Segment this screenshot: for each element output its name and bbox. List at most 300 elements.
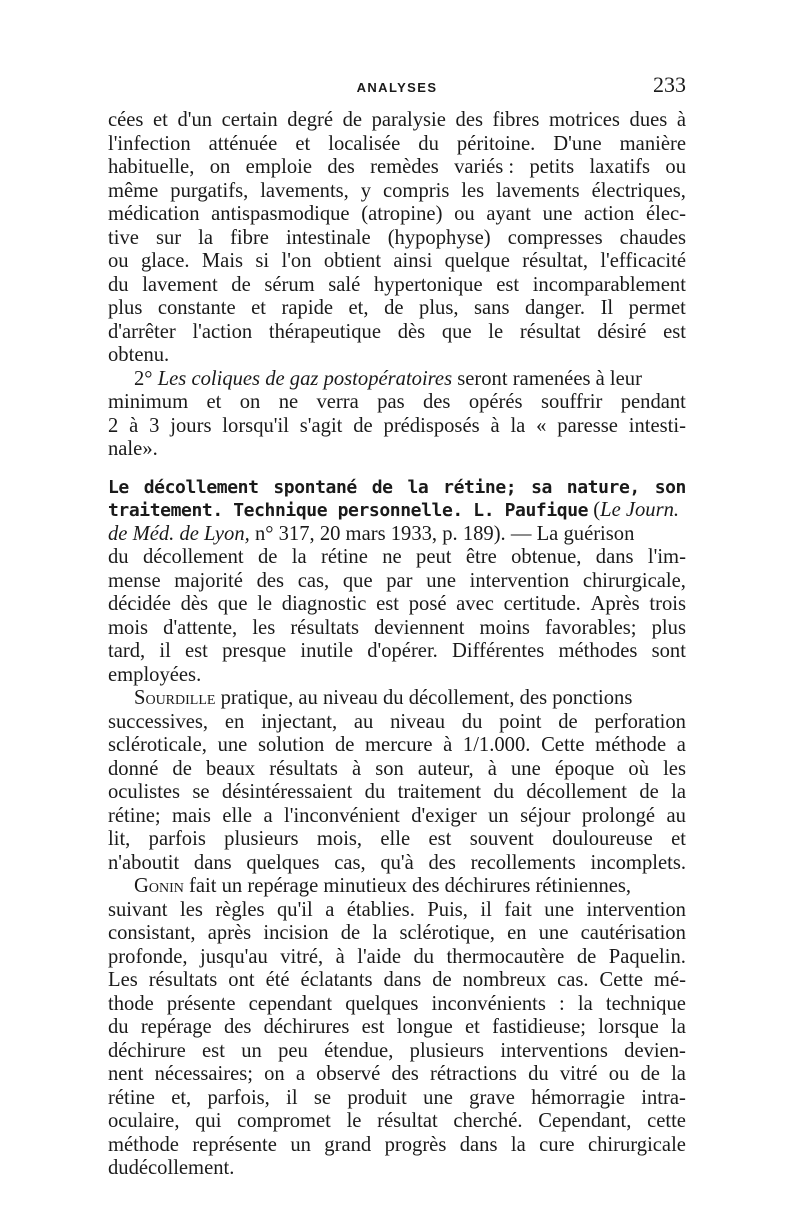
text-line	[108, 1016, 686, 1040]
word: constante	[157, 297, 236, 319]
word: interventions	[500, 1039, 608, 1062]
word: en	[507, 922, 527, 944]
word: que	[217, 593, 248, 615]
word: une	[544, 898, 574, 921]
word: chirurgicale	[587, 1133, 686, 1156]
word: méthode	[595, 734, 667, 756]
word: quelques	[246, 851, 320, 874]
text-line	[108, 1087, 686, 1111]
word: on	[264, 1063, 285, 1085]
text-line	[108, 922, 686, 946]
word: oculaire,	[108, 1110, 180, 1132]
word: des	[455, 109, 483, 131]
word: plusieurs	[409, 1039, 485, 1062]
word: Les	[108, 969, 138, 991]
word: suivant	[108, 898, 168, 921]
word: (hypophyse)	[387, 226, 491, 249]
word: Cette	[599, 969, 643, 991]
word: observé	[316, 1063, 381, 1085]
text-line	[108, 758, 686, 782]
word: obtient	[323, 250, 382, 272]
word: fibres	[492, 109, 540, 131]
word: 2	[108, 414, 119, 437]
word: technique	[605, 992, 686, 1015]
word: après	[207, 922, 252, 944]
word: dans	[383, 969, 422, 991]
word: injectant,	[261, 710, 338, 733]
word: atténuée	[208, 132, 278, 155]
citation-italic: Les coliques de gaz postopératoires	[157, 367, 453, 390]
word: intra-	[641, 1086, 686, 1109]
word: chaudes	[619, 226, 686, 249]
word: lavements	[496, 179, 580, 202]
word: opérés	[468, 391, 523, 413]
text-line	[108, 391, 686, 415]
word: mense	[108, 569, 161, 592]
word: avec	[456, 593, 494, 615]
text-line	[108, 570, 686, 594]
word: vitré,	[280, 945, 324, 968]
word: décollement.	[128, 1157, 235, 1179]
word: rétine	[320, 546, 368, 568]
word: sur	[155, 226, 182, 249]
word: dès	[397, 320, 426, 343]
text-line	[108, 546, 686, 570]
word: diagnostic	[281, 593, 367, 615]
word: se	[192, 781, 210, 803]
word: action	[584, 203, 635, 225]
word: méthodes	[558, 640, 638, 662]
word: de	[342, 109, 363, 131]
word: un	[290, 1133, 311, 1156]
word: ainsi	[393, 250, 433, 272]
text-line	[108, 1040, 686, 1064]
word: élec-	[645, 203, 686, 225]
word: nature,	[566, 476, 640, 498]
word: dans	[595, 546, 634, 568]
word: presque	[222, 640, 287, 662]
word: de	[172, 757, 192, 780]
word: vitré	[559, 1063, 598, 1085]
word: le	[346, 1110, 362, 1132]
word: incomplets.	[590, 851, 686, 874]
text-line	[108, 297, 686, 321]
word: décollement	[143, 476, 259, 498]
running-header	[108, 72, 686, 102]
word: à	[487, 757, 497, 780]
word: les	[663, 757, 686, 780]
word: consistant,	[108, 922, 196, 944]
word: trois	[649, 593, 686, 615]
word: et	[153, 109, 168, 131]
word: mercure	[365, 734, 433, 756]
text-segment: 2°	[134, 367, 158, 390]
text-line	[108, 1134, 686, 1158]
word: dues	[629, 109, 668, 131]
word: du	[528, 1063, 549, 1085]
text-line	[108, 476, 686, 500]
word: et,	[348, 297, 369, 319]
word: antispasmodique	[211, 203, 350, 225]
text-line	[108, 344, 686, 368]
text-line	[108, 617, 686, 641]
word: à	[335, 945, 345, 968]
word: sont	[651, 640, 686, 662]
word: la	[671, 1063, 686, 1085]
word: décollement	[142, 546, 244, 568]
word: successives,	[108, 710, 209, 733]
word: sclérotique,	[399, 922, 495, 944]
word: :	[559, 992, 565, 1015]
text-segment: (	[588, 499, 601, 521]
word: lorsqu'il	[222, 414, 289, 437]
word: degré	[287, 109, 333, 131]
word: ont	[228, 969, 255, 991]
word: cure	[539, 1133, 575, 1156]
word: localisée	[328, 132, 401, 155]
word: électriques,	[591, 179, 686, 202]
word: douloureuse	[552, 828, 653, 850]
word: beaux	[205, 757, 256, 780]
word: l'aide	[357, 945, 401, 968]
word: danger.	[525, 297, 586, 319]
word: est	[428, 828, 452, 850]
word: du	[364, 781, 386, 803]
word: remèdes	[370, 156, 439, 178]
word: les	[461, 179, 485, 202]
word: est	[496, 273, 520, 296]
word: cautérisation	[580, 922, 686, 944]
word: lavement	[142, 273, 218, 296]
text-line	[108, 969, 686, 993]
word: sérum	[264, 273, 315, 296]
word: de	[334, 734, 355, 756]
word: compris	[383, 179, 450, 202]
word: permet	[628, 297, 686, 319]
word: inconvénients	[431, 992, 546, 1015]
word: les	[179, 898, 203, 921]
word: favorables;	[545, 616, 637, 639]
word: ayant	[486, 203, 531, 225]
word: résultats	[290, 616, 359, 639]
word: sans	[474, 297, 510, 319]
word: moins	[479, 616, 530, 639]
text-line	[108, 687, 686, 711]
text-line	[108, 664, 686, 688]
word: solution	[257, 734, 325, 756]
word: plus	[651, 616, 686, 639]
word: Cependant,	[538, 1110, 632, 1132]
word: tive	[108, 226, 139, 249]
word: l'infection	[108, 132, 191, 155]
word: si	[255, 250, 270, 272]
word: décollement	[526, 781, 627, 803]
word: nombreux	[462, 969, 547, 991]
word: «	[536, 414, 547, 437]
word: et	[671, 828, 686, 850]
word: auteur,	[417, 757, 474, 780]
word: l'im-	[647, 546, 686, 568]
word: chirurgicale,	[582, 569, 686, 592]
word: progrès	[384, 1133, 447, 1156]
word: il	[159, 640, 171, 662]
word: a	[295, 1063, 306, 1085]
word: est	[185, 640, 208, 662]
word: est	[202, 1039, 225, 1062]
word: du	[418, 132, 439, 155]
word: employées.	[108, 663, 202, 686]
word: époque	[554, 757, 615, 780]
word: il	[286, 1086, 298, 1109]
word: ne	[382, 546, 402, 568]
word: quelque	[444, 250, 510, 272]
text-line	[108, 781, 686, 805]
word: grave	[469, 1086, 515, 1109]
word: purgatifs,	[170, 179, 249, 202]
word: plus	[108, 297, 143, 319]
word: lit,	[108, 828, 131, 850]
word: d'exiger	[411, 804, 477, 827]
word: glace.	[140, 250, 190, 272]
word: méthode	[108, 1133, 179, 1156]
word: point	[499, 710, 542, 733]
word: où	[628, 757, 649, 780]
text-line	[108, 109, 686, 133]
word: des	[423, 391, 451, 413]
word: nent	[108, 1063, 144, 1085]
word: fastidieuse;	[492, 1016, 586, 1038]
word: devien-	[624, 1039, 686, 1062]
word: à	[351, 757, 362, 780]
word: au	[666, 804, 686, 827]
word: qui	[195, 1110, 222, 1132]
word: de	[639, 781, 659, 803]
word: et	[251, 297, 267, 319]
author-name: Sourdille	[134, 687, 216, 709]
word: paralysie	[371, 109, 446, 131]
word: désintéressaient	[221, 781, 353, 803]
word: variés :	[454, 156, 515, 178]
word: mois	[108, 616, 149, 639]
word: a	[676, 734, 686, 756]
word: pendant	[620, 391, 686, 413]
word: ou	[108, 250, 129, 272]
word: Puis,	[427, 898, 468, 921]
word: longue	[396, 1016, 453, 1038]
word: rétractions	[429, 1063, 517, 1085]
word: thode	[108, 992, 154, 1015]
word: obtenu.	[108, 344, 170, 366]
word: rétine;	[108, 804, 161, 827]
text-segment: seront ramenées à leur	[452, 367, 642, 390]
word: à	[443, 734, 453, 756]
word: 3	[149, 414, 160, 437]
word: rétine	[108, 1086, 155, 1109]
text-line	[108, 523, 686, 547]
word: recollements	[470, 851, 576, 874]
word: ».	[142, 438, 158, 460]
word: les	[252, 616, 276, 639]
word: de	[353, 414, 373, 437]
page-number: 233	[653, 72, 686, 97]
word: parfois	[148, 828, 206, 850]
word: cependant	[248, 992, 333, 1015]
word: Mais	[201, 250, 244, 272]
word: majorité	[174, 569, 243, 592]
text-run	[134, 368, 642, 392]
word: grand	[324, 1133, 372, 1156]
word: résultat	[519, 320, 581, 343]
word: inutile	[300, 640, 353, 662]
word: l'on	[281, 250, 312, 272]
word: intestinale	[286, 226, 371, 249]
text-line	[108, 227, 686, 251]
text-line	[108, 203, 686, 227]
word: d'arrêter	[108, 320, 176, 343]
word: des	[428, 851, 456, 874]
word: (atropine)	[361, 203, 443, 225]
word: verra	[316, 391, 359, 413]
word: jours	[170, 414, 212, 437]
word: la	[372, 922, 388, 944]
word: jusqu'au	[199, 945, 268, 968]
text-line	[108, 993, 686, 1017]
word: s'agit	[299, 414, 343, 437]
word: du	[108, 1016, 129, 1038]
word: et	[295, 132, 311, 155]
word: repérage	[140, 1016, 212, 1038]
word: dans	[193, 851, 232, 874]
word: dès	[180, 593, 209, 615]
word: on	[209, 156, 231, 178]
word: qu'à	[380, 851, 414, 874]
word: et	[206, 391, 222, 413]
text-segment: n° 317, 20 mars 1933, p. 189). — La guérison	[249, 522, 635, 545]
word: l'action	[192, 320, 253, 343]
word: des	[391, 1063, 419, 1085]
text-line	[108, 368, 686, 392]
text-line	[108, 180, 686, 204]
text-line	[108, 828, 686, 852]
text-line	[108, 593, 686, 617]
word: d'attente,	[163, 616, 238, 639]
word: perforation	[594, 710, 686, 733]
word: la	[510, 414, 526, 437]
word: le	[488, 320, 504, 343]
word: a	[263, 804, 273, 827]
author-name: Gonin	[134, 875, 184, 897]
word: est	[663, 320, 686, 343]
word: une	[542, 203, 573, 225]
text-line	[108, 499, 686, 523]
word: désiré	[597, 320, 647, 343]
word: se	[313, 1086, 332, 1109]
word: des	[223, 1016, 252, 1038]
word: et	[465, 1016, 480, 1038]
word: souffrir	[540, 391, 603, 413]
citation-italic: Le Journ.	[600, 499, 680, 521]
word: résultat,	[522, 250, 588, 272]
text-run	[108, 499, 679, 523]
word: tard,	[108, 640, 146, 662]
word: Différentes	[452, 640, 545, 662]
word: deviennent	[374, 616, 465, 639]
text-run	[108, 523, 634, 547]
word: son	[375, 757, 404, 780]
word: une	[538, 922, 569, 944]
word: cées	[108, 109, 144, 131]
word: nale	[108, 438, 143, 460]
word: ou	[608, 1063, 630, 1085]
word: scléroticale,	[108, 734, 207, 756]
word: une	[423, 1086, 453, 1109]
word: que	[342, 569, 373, 592]
word: n'aboutit	[108, 851, 180, 874]
word: de	[340, 922, 361, 944]
word: cas.	[557, 969, 589, 991]
word: prolongé	[581, 804, 656, 827]
word: est	[376, 593, 400, 615]
word: lorsque	[598, 1016, 659, 1038]
word: emploie	[245, 156, 312, 178]
word: résultat	[377, 1110, 438, 1132]
word: de	[257, 546, 278, 568]
word: 1/1.000.	[462, 734, 531, 756]
word: motrices	[549, 109, 620, 131]
word: nécessaires;	[154, 1063, 253, 1085]
word: rapide	[281, 297, 334, 319]
text-line	[108, 1110, 686, 1134]
word: hémorragie	[531, 1086, 625, 1109]
word: thérapeutique	[268, 320, 381, 343]
word: y	[360, 179, 372, 202]
word: ou	[454, 203, 475, 225]
word: habituelle,	[108, 156, 195, 178]
word: mais	[172, 804, 211, 827]
word: à	[129, 414, 139, 437]
word: représente	[192, 1133, 277, 1156]
word: minimum	[108, 391, 189, 413]
word: paresse	[557, 414, 618, 437]
word: plusieurs	[224, 828, 299, 850]
text-line	[108, 946, 686, 970]
text-line	[108, 875, 686, 899]
word: de	[558, 710, 578, 733]
word: est	[361, 1016, 385, 1038]
text-line	[108, 274, 686, 298]
word: à	[490, 414, 500, 437]
word: du	[413, 945, 435, 968]
word: incomparablement	[532, 273, 686, 296]
word: être	[465, 546, 497, 568]
word: règles	[215, 898, 265, 921]
word: intervention	[469, 569, 570, 592]
word: qu'il	[276, 898, 313, 921]
section-heading: traitement. Technique personnelle. L. Paufique	[108, 500, 589, 521]
word: par	[386, 569, 413, 592]
word: la	[577, 992, 593, 1015]
word: ou	[665, 156, 686, 178]
word: la	[671, 1016, 686, 1038]
word: salé	[328, 273, 361, 296]
text-line	[108, 156, 686, 180]
word: en	[224, 710, 245, 733]
word: une	[511, 757, 541, 780]
word: cas,	[334, 851, 366, 874]
word: résultats	[148, 969, 218, 991]
word: décidée	[108, 593, 171, 615]
word: été	[265, 969, 290, 991]
